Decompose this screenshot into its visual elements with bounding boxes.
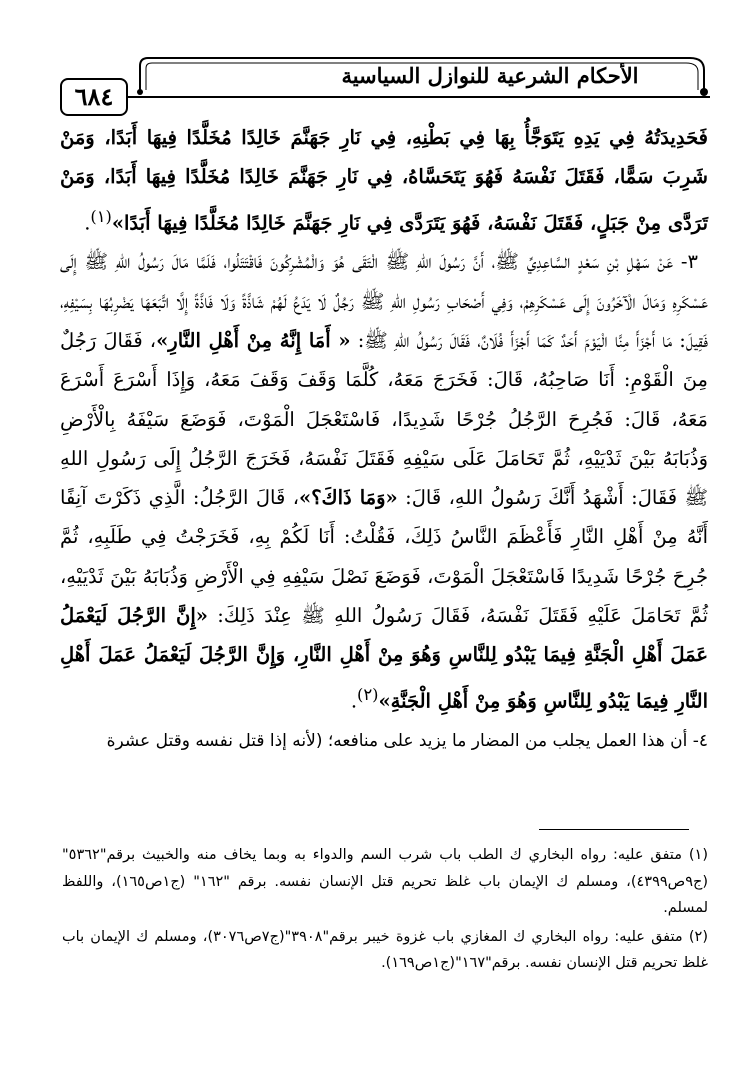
book-title: الأحكام الشرعية للنوازل السياسية (341, 63, 639, 88)
paragraph-hadith-continued: فَحَدِيدَتُهُ فِي يَدِهِ يَتَوَجَّأُ بِهَا فِي بَطْنِهِ، فِي نَارِ جَهَنَّمَ خَالِدًا مُخَلَّدًا فِيهَا أَبَدًا، وَمَنْ شَرِبَ سَمًّا، فَقَتَلَ نَفْسَهُ فَهُوَ يَتَحَسَّاهُ، فِي نَارِ جَهَنَّمَ خَالِدًا مُخَلَّدًا فِيهَا أَبَدًا، وَمَنْ تَرَدَّى مِنْ جَبَلٍ، فَقَتَلَ نَفْسَهُ، فَهُوَ يَتَرَدَّى فِي نَارِ جَهَنَّمَ خَالِدًا مُخَلَّدًا فِيهَا أَبَدًا»$^{(١)}$. (60, 126, 708, 235)
footnote-ref-1: (١) (90, 206, 112, 226)
paragraph-hadith-3: ٣- عَنْ سَهْلِ بْنِ سَعْدٍ السَّاعِدِيِّ ﷺ، أَنَّ رَسُولَ اللهِ ﷺ الْتَقَى هُوَ وَالْمُشْرِكُونَ فَاقْتَتَلُوا، فَلَمَّا مَالَ رَسُولُ اللهِ ﷺ إِلَى عَسْكَرِهِ وَمَالَ الْآخَرُونَ إِلَى عَسْكَرِهِمْ، وَفِي أَصْحَابِ رَسُولِ اللهِ ﷺ رَجُلٌ لَا يَدَعُ لَهُمْ شَاذَّةً وَلَا فَاذَّةً إِلَّا اتَّبَعَهَا يَضْرِبُهَا بِسَيْفِهِ، فَقِيلَ: مَا أَجْزَأَ مِنَّا الْيَوْمَ أَحَدٌ كَمَا أَجْزَأَ فُلَانٌ، فَقَالَ رَسُولُ اللهِ ﷺ: « أَمَا إِنَّهُ مِنْ أَهْلِ النَّارِ»، فَقَالَ رَجُلٌ مِنَ الْقَوْمِ: أَنَا صَاحِبُهُ، قَالَ: فَخَرَجَ مَعَهُ، كُلَّمَا وَقَفَ وَقَفَ مَعَهُ، وَإِذَا أَسْرَعَ أَسْرَعَ مَعَهُ، قَالَ: فَجُرِحَ الرَّجُلُ جُرْحًا شَدِيدًا، فَاسْتَعْجَلَ الْمَوْتَ، فَوَضَعَ سَيْفَهُ بِالْأَرْضِ وَذُبَابَهُ بَيْنَ ثَدْيَيْهِ، ثُمَّ تَحَامَلَ عَلَى سَيْفِهِ فَقَتَلَ نَفْسَهُ، فَخَرَجَ الرَّجُلُ إِلَى رَسُولِ اللهِ ﷺ فَقَالَ: أَشْهَدُ أَنَّكَ رَسُولُ اللهِ، قَالَ: «وَمَا ذَاكَ؟»، قَالَ الرَّجُلُ: الَّذِي ذَكَرْتَ آنِفًا أَنَّهُ مِنْ أَهْلِ النَّارِ فَأَعْظَمَ النَّاسُ ذَلِكَ، فَقُلْتُ: أَنَا لَكُمْ بِهِ، فَخَرَجْتُ فِي طَلَبِهِ، ثُمَّ جُرِحَ جُرْحًا شَدِيدًا فَاسْتَعْجَلَ الْمَوْتَ، فَوَضَعَ نَصْلَ سَيْفِهِ فِي الْأَرْضِ وَذُبَابَهُ بَيْنَ ثَدْيَيْهِ، ثُمَّ تَحَامَلَ عَلَيْهِ فَقَتَلَ نَفْسَهُ، فَقَالَ رَسُولُ اللهِ ﷺ عِنْدَ ذَلِكَ: «إِنَّ الرَّجُلَ لَيَعْمَلُ عَمَلَ أَهْلِ الْجَنَّةِ فِيمَا يَبْدُو لِلنَّاسِ وَهُوَ مِنْ أَهْلِ النَّارِ، وَإِنَّ الرَّجُلَ لَيَعْمَلُ عَمَلَ أَهْلِ النَّارِ فِيمَا يَبْدُو لِلنَّاسِ وَهُوَ مِنْ أَهْلِ الْجَنَّةِ»$^{(٢)}$. (60, 250, 709, 713)
paragraph-point-4: ٤- أن هذا العمل يجلب من المضار ما يزيد على منافعه؛ (لأنه إذا قتل نفسه وقتل عشرة (106, 731, 708, 752)
footnotes (62, 842, 708, 979)
hadith-text: فَحَدِيدَتُهُ فِي يَدِهِ يَتَوَجَّأُ بِهَا فِي بَطْنِهِ، فِي نَارِ جَهَنَّمَ خَالِدًا مُخَلَّدًا فِيهَا أَبَدًا، وَمَنْ شَرِبَ سَمًّا، فَقَتَلَ نَفْسَهُ فَهُوَ يَتَحَسَّاهُ، فِي نَارِ جَهَنَّمَ خَالِدًا مُخَلَّدًا فِيهَا أَبَدًا، وَمَنْ تَرَدَّى مِنْ جَبَلٍ، فَقَتَلَ نَفْسَهُ، فَهُوَ يَتَرَدَّى فِي نَارِ جَهَنَّمَ خَالِدًا مُخَلَّدًا فِيهَا أَبَدًا» (60, 126, 708, 235)
hadith-narration-rest: ، قَالَ الرَّجُلُ: الَّذِي ذَكَرْتَ آنِفًا أَنَّهُ مِنْ أَهْلِ النَّارِ فَأَعْظَمَ النَّاسُ ذَلِكَ، فَقُلْتُ: أَنَا لَكُمْ بِهِ، فَخَرَجْتُ فِي طَلَبِهِ، ثُمَّ جُرِحَ جُرْحًا شَدِيدًا فَاسْتَعْجَلَ الْمَوْتَ، فَوَضَعَ نَصْلَ سَيْفِهِ فِي الْأَرْضِ وَذُبَابَهُ بَيْنَ ثَدْيَيْهِ، ثُمَّ تَحَامَلَ عَلَيْهِ فَقَتَلَ نَفْسَهُ، فَقَالَ رَسُولُ اللهِ ﷺ عِنْدَ ذَلِكَ: (60, 486, 709, 628)
footnote-separator (539, 829, 689, 830)
page-number: ٦٨٤ (60, 78, 128, 116)
hadith-narration: ٣- عَنْ سَهْلِ بْنِ سَعْدٍ السَّاعِدِيِّ ﷺ، أَنَّ رَسُولَ اللهِ ﷺ الْتَقَى هُوَ وَالْمُشْرِكُونَ فَاقْتَتَلُوا، فَلَمَّا مَالَ رَسُولُ اللهِ ﷺ إِلَى عَسْكَرِهِ وَمَالَ الْآخَرُونَ إِلَى عَسْكَرِهِمْ، وَفِي أَصْحَابِ رَسُولِ اللهِ ﷺ رَجُلٌ لَا يَدَعُ لَهُمْ شَاذَّةً وَلَا فَاذَّةً إِلَّا اتَّبَعَهَا يَضْرِبُهَا بِسَيْفِهِ، فَقِيلَ: مَا أَجْزَأَ مِنَّا الْيَوْمَ أَحَدٌ كَمَا أَجْزَأَ فُلَانٌ، فَقَالَ رَسُولُ اللهِ ﷺ: (60, 250, 708, 352)
running-header (60, 52, 710, 111)
prophet-quote-2: «وَمَا ذَاكَ؟» (299, 486, 398, 510)
footnote-ref-2: (٢) (357, 684, 379, 704)
prophet-quote-3: «إِنَّ الرَّجُلَ لَيَعْمَلُ عَمَلَ أَهْلِ الْجَنَّةِ فِيمَا يَبْدُو لِلنَّاسِ وَهُوَ مِنْ أَهْلِ النَّارِ، وَإِنَّ الرَّجُلَ لَيَعْمَلُ عَمَلَ أَهْلِ النَّارِ فِيمَا يَبْدُو لِلنَّاسِ وَهُوَ مِنْ أَهْلِ الْجَنَّةِ» (60, 604, 708, 713)
footnote-1: (١) متفق عليه: رواه البخاري ك الطب باب شرب السم والدواء به وبما يخاف منه والخبيث برقم"٥٣٦٢" (ج٩ص٤٣٩٩)، ومسلم ك الإيمان باب غلظ تحريم قتل الإنسان نفسه. برقم "١٦٢" (ج١ص١٦٥)، واللفظ لمسلم. (62, 847, 709, 916)
hadith-narration-mid: ، فَقَالَ رَجُلٌ مِنَ الْقَوْمِ: أَنَا صَاحِبُهُ، قَالَ: فَخَرَجَ مَعَهُ، كُلَّمَا وَقَفَ وَقَفَ مَعَهُ، وَإِذَا أَسْرَعَ أَسْرَعَ مَعَهُ، قَالَ: فَجُرِحَ الرَّجُلُ جُرْحًا شَدِيدًا، فَاسْتَعْجَلَ الْمَوْتَ، فَوَضَعَ سَيْفَهُ بِالْأَرْضِ وَذُبَابَهُ بَيْنَ ثَدْيَيْهِ، ثُمَّ تَحَامَلَ عَلَى سَيْفِهِ فَقَتَلَ نَفْسَهُ، فَخَرَجَ الرَّجُلُ إِلَى رَسُولِ اللهِ ﷺ فَقَالَ: أَشْهَدُ أَنَّكَ رَسُولُ اللهِ، قَالَ: (60, 328, 709, 510)
footnote-2: (٢) متفق عليه: رواه البخاري ك المغازي باب غزوة خيبر برقم"٣٩٠٨"(ج٧ص٣٠٧٦)، ومسلم ك الإيمان باب غلظ تحريم قتل الإنسان نفسه. برقم"١٦٧"(ج١ص١٦٩). (62, 928, 708, 971)
header-rule (126, 96, 710, 98)
prophet-quote-1: « أَمَا إِنَّهُ مِنْ أَهْلِ النَّارِ» (156, 328, 351, 352)
main-text (60, 118, 708, 756)
